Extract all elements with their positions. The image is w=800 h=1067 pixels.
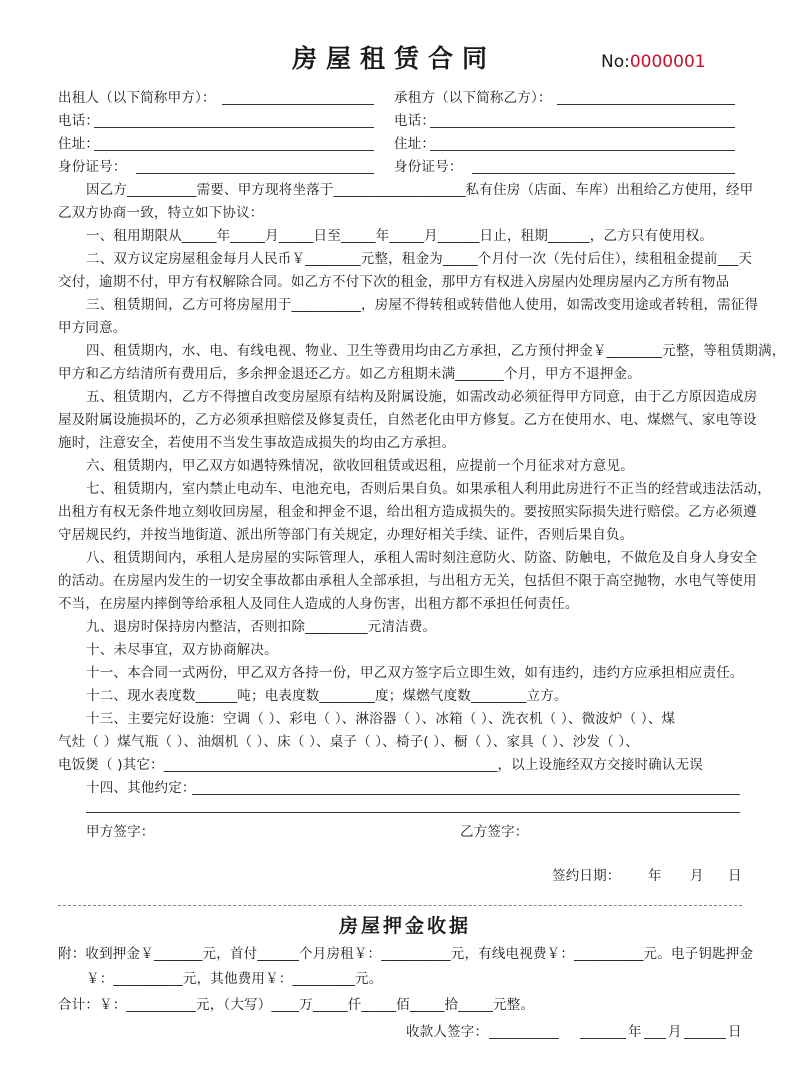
clause-5: 五、租赁期内，乙方不得擅自改变房屋原有结构及附属设施，如需改动必须征得甲方同意，由于乙方原因造成房 [86, 389, 758, 405]
lessee-phone-field[interactable] [430, 127, 735, 128]
lessor-field[interactable] [222, 104, 374, 105]
contract-number-label: No: [601, 52, 630, 72]
receipt-year-field[interactable] [580, 1038, 626, 1039]
lessee-address-field[interactable] [430, 150, 735, 151]
sign-date-label: 签约日期： [552, 868, 621, 884]
clause-7-cont2: 守居规民约，并按当地街道、派出所等部门有关规定，办理好相关手续、证件，否则后果自负。 [58, 527, 634, 543]
clause-14: 十四、其他约定： [86, 780, 196, 796]
receipt-month: 月 [668, 1024, 682, 1040]
contract-number [601, 51, 706, 73]
payee-signature-field[interactable] [489, 1038, 559, 1039]
clause-5-cont: 屋及附属设施损坏的，乙方必须承担赔偿及修复责任，自然老化由甲方修复。乙方在使用水、电、煤燃气、家电等设 [58, 412, 757, 428]
clause-11: 十一、本合同一式两份，甲乙双方各持一份，甲乙双方签字后立即生效，如有违约，违约方应承担相应责任。 [86, 665, 744, 681]
clause-3-cont: 甲方同意。 [58, 320, 127, 336]
clause-6: 六、租赁期内，甲乙双方如遇特殊情况，欲收回租赁或迟租，应提前一个月征求对方意见。 [86, 458, 634, 474]
tear-off-divider [58, 905, 742, 906]
contract-number-value: 0000001 [629, 52, 706, 72]
lessor-address-field[interactable] [94, 150, 374, 151]
lessor-id-field[interactable] [136, 173, 374, 174]
clause-intro-cont: 乙双方协商一致，特立如下协议： [58, 205, 264, 221]
receipt-day-field[interactable] [684, 1038, 726, 1039]
lessor-id-label: 身份证号： [58, 159, 127, 175]
lessor-label: 出租人（以下简称甲方）： [58, 90, 216, 106]
clause-8-cont: 的活动。在房屋内发生的一切安全事故都由承租人全部承担，与出租方无关，包括但不限于高空抛物，水电气等使用 [58, 573, 757, 589]
clause-13: 十三、主要完好设施：空调（ ）、彩电（ ）、淋浴器（ ）、冰箱（ ）、洗衣机（ ）、微波炉（ ）、煤 [86, 711, 676, 727]
clause-8: 八、租赁期间内，承租人是房屋的实际管理人，承租人需时刻注意防火、防盗、防触电，不做危及自身人身安全 [86, 550, 758, 566]
lessor-phone-label: 电话： [58, 113, 100, 129]
lessee-id-field[interactable] [472, 173, 735, 174]
clause-4-cont: 甲方和乙方结清所有费用后，多余押金退还乙方。如乙方租期未满_______个月，甲方不退押金。 [58, 366, 641, 382]
clause-7: 七、租赁期内，室内禁止电动车、电池充电，否则后果自负。如果承租人利用此房进行不正当的经营或违法活动， [86, 481, 771, 497]
clause-5-cont2: 施时，注意安全，若使用不当发生事故造成损失的均由乙方承担。 [58, 435, 456, 451]
other-terms-line-1[interactable] [192, 794, 740, 795]
clause-7-cont: 出租方有权无条件地立刻收回房屋，租金和押金不退，给出租方造成损失的。要按照实际损失进行赔偿。乙方必须遵 [58, 504, 757, 520]
page-title: 房屋租赁合同 [292, 44, 497, 73]
clause-intro: 因乙方__________需要、甲方现将坐落于___________________私有住房（店面、车库）出租给乙方使用，经甲 [86, 182, 754, 198]
lessor-phone-field[interactable] [94, 127, 374, 128]
receipt-total-line: 合计：￥：__________元，（大写）____万_____仟_____佰_____拾_____元整。 [58, 997, 535, 1013]
party-a-signature-label: 甲方签字： [86, 824, 155, 840]
other-terms-line-2[interactable] [86, 812, 740, 813]
receipt-line-2: ￥：__________元，其他费用￥：_________元。 [86, 971, 383, 987]
lessee-address-label: 住址： [394, 136, 436, 152]
receipt-title: 房屋押金收据 [339, 915, 472, 937]
clause-3: 三、租赁期间，乙方可将房屋用于__________，房屋不得转租或转借他人使用，如需改变用途或者转租，需征得 [86, 297, 759, 313]
sign-date-month: 月 [690, 868, 704, 884]
clause-13-cont2: 电饭煲（ )其它：________________________________________________，以上设施经双方交接时确认无误 [58, 757, 703, 773]
clause-2-cont: 交付，逾期不付，甲方有权解除合同。如乙方不付下次的租金，那甲方有权进入房屋内处理房屋内乙方所有物品 [58, 274, 730, 290]
receipt-day: 日 [728, 1024, 742, 1040]
lessee-field[interactable] [557, 104, 735, 105]
clause-1: 一、租用期限从_____年_____月_____日至_____年_____月______日止，租期______，乙方只有使用权。 [86, 228, 714, 244]
clause-13-cont: 气灶（ ）煤气瓶（ ）、油烟机（ ）、床（ ）、桌子（ ）、椅子( ）、橱（ ）、家具（ ）、沙发（ ）、 [58, 734, 639, 750]
receipt-year: 年 [628, 1024, 642, 1040]
sign-date-year: 年 [648, 868, 662, 884]
receipt-line-1: 附：收到押金￥_______元，首付______个月房租￥：__________元，有线电视费￥：__________元。电子钥匙押金 [58, 946, 754, 962]
lessee-phone-label: 电话： [394, 113, 436, 129]
party-b-signature-label: 乙方签字： [460, 824, 529, 840]
receipt-month-field[interactable] [644, 1038, 666, 1039]
clause-12: 十二、现水表度数______吨；电表度数________度；煤燃气度数________立方。 [86, 688, 568, 704]
clause-8-cont2: 不当，在房屋内摔倒等给承租人及同住人造成的人身伤害，出租方都不承担任何责任。 [58, 596, 579, 612]
clause-2: 二、双方议定房屋租金每月人民币￥________元整，租金为_____个月付一次（先付后住），续租租金提前___天 [86, 251, 753, 267]
sign-date-day: 日 [728, 868, 742, 884]
lessee-label: 承租方（以下简称乙方）： [394, 90, 552, 106]
lessor-address-label: 住址： [58, 136, 100, 152]
clause-10: 十、未尽事宜，双方协商解决。 [86, 642, 278, 658]
clause-9: 九、退房时保持房内整洁，否则扣除_________元清洁费。 [86, 619, 437, 635]
payee-signature-label: 收款人签字： [406, 1024, 489, 1040]
lessee-id-label: 身份证号： [394, 159, 463, 175]
clause-4: 四、租赁期内，水、电、有线电视、物业、卫生等费用均由乙方承担，乙方预付押金￥________元整，等租赁期满， [86, 343, 786, 359]
